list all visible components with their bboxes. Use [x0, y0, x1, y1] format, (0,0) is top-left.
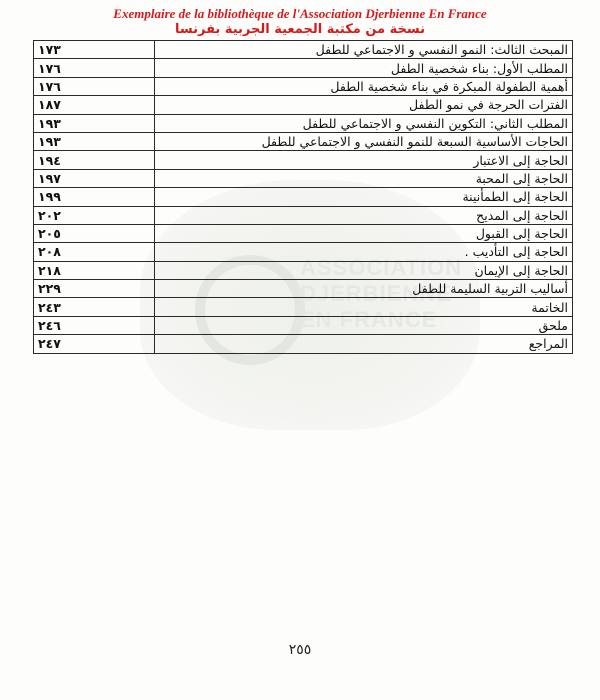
watermark-text: ASSOCIATION DJERBIENNE EN FRANCE	[300, 255, 463, 332]
toc-entry-title: الحاجة إلى التأديب .	[155, 243, 573, 261]
toc-row	[34, 77, 573, 95]
toc-row	[34, 41, 573, 59]
toc-page-number: ١٩٣	[34, 132, 155, 150]
toc-row	[34, 114, 573, 132]
toc-page-number: ١٧٦	[34, 77, 155, 95]
toc-row	[34, 132, 573, 150]
toc-row	[34, 206, 573, 224]
toc-row	[34, 188, 573, 206]
toc-row	[34, 335, 573, 353]
toc-page-number: ١٩٩	[34, 188, 155, 206]
toc-row	[34, 224, 573, 242]
toc-entry-title: الفترات الحرجة في نمو الطفل	[155, 96, 573, 114]
toc-entry-title: الحاجات الأساسية السبعة للنمو النفسي و الاجتماعي للطفل	[155, 132, 573, 150]
toc-row	[34, 243, 573, 261]
toc-row	[34, 298, 573, 316]
toc-page-number: ١٩٧	[34, 169, 155, 187]
toc-page-number: ٢٤٣	[34, 298, 155, 316]
toc-page-number: ٢٠٥	[34, 224, 155, 242]
table-of-contents	[33, 40, 573, 354]
page-number: ٢٥٥	[288, 642, 312, 658]
toc-entry-title: الحاجة إلى الإيمان	[155, 261, 573, 279]
toc-entry-title: أساليب التربية السليمة للطفل	[155, 280, 573, 298]
toc-page-number: ٢١٨	[34, 261, 155, 279]
toc-page-number: ٢٤٦	[34, 316, 155, 334]
toc-entry-title: الحاجة إلى الطمأنينة	[155, 188, 573, 206]
toc-entry-title: الحاجة إلى المحبة	[155, 169, 573, 187]
toc-entry-title: المطلب الأول: بناء شخصية الطفل	[155, 59, 573, 77]
toc-page-number: ٢٤٧	[34, 335, 155, 353]
toc-row	[34, 316, 573, 334]
toc-row	[34, 59, 573, 77]
toc-row	[34, 261, 573, 279]
library-header-arabic: نسخة من مكتبة الجمعية الجربية بفرنسا	[175, 22, 425, 37]
toc-page-number: ١٧٦	[34, 59, 155, 77]
toc-page-number: ٢٠٢	[34, 206, 155, 224]
toc-entry-title: المراجع	[155, 335, 573, 353]
toc-page-number: ١٨٧	[34, 96, 155, 114]
library-header-french: Exemplaire de la bibliothèque de l'Association Djerbienne En France	[113, 6, 487, 21]
toc-entry-title: الخاتمة	[155, 298, 573, 316]
toc-row	[34, 169, 573, 187]
toc-entry-title: أهمية الطفولة المبكرة في بناء شخصية الطفل	[155, 77, 573, 95]
toc-row	[34, 151, 573, 169]
toc-entry-title: المبحث الثالث: النمو النفسي و الاجتماعي للطفل	[155, 41, 573, 59]
toc-page-number: ١٩٤	[34, 151, 155, 169]
toc-entry-title: المطلب الثاني: التكوين النفسي و الاجتماعي للطفل	[155, 114, 573, 132]
toc-entry-title: الحاجة إلى الاعتبار	[155, 151, 573, 169]
toc-page-number: ١٩٣	[34, 114, 155, 132]
toc-row	[34, 280, 573, 298]
toc-page-number: ١٧٣	[34, 41, 155, 59]
toc-entry-title: الحاجة إلى القبول	[155, 224, 573, 242]
toc-entry-title: ملحق	[155, 316, 573, 334]
toc-page-number: ٢٢٩	[34, 280, 155, 298]
toc-page-number: ٢٠٨	[34, 243, 155, 261]
toc-entry-title: الحاجة إلى المديح	[155, 206, 573, 224]
toc-row	[34, 96, 573, 114]
